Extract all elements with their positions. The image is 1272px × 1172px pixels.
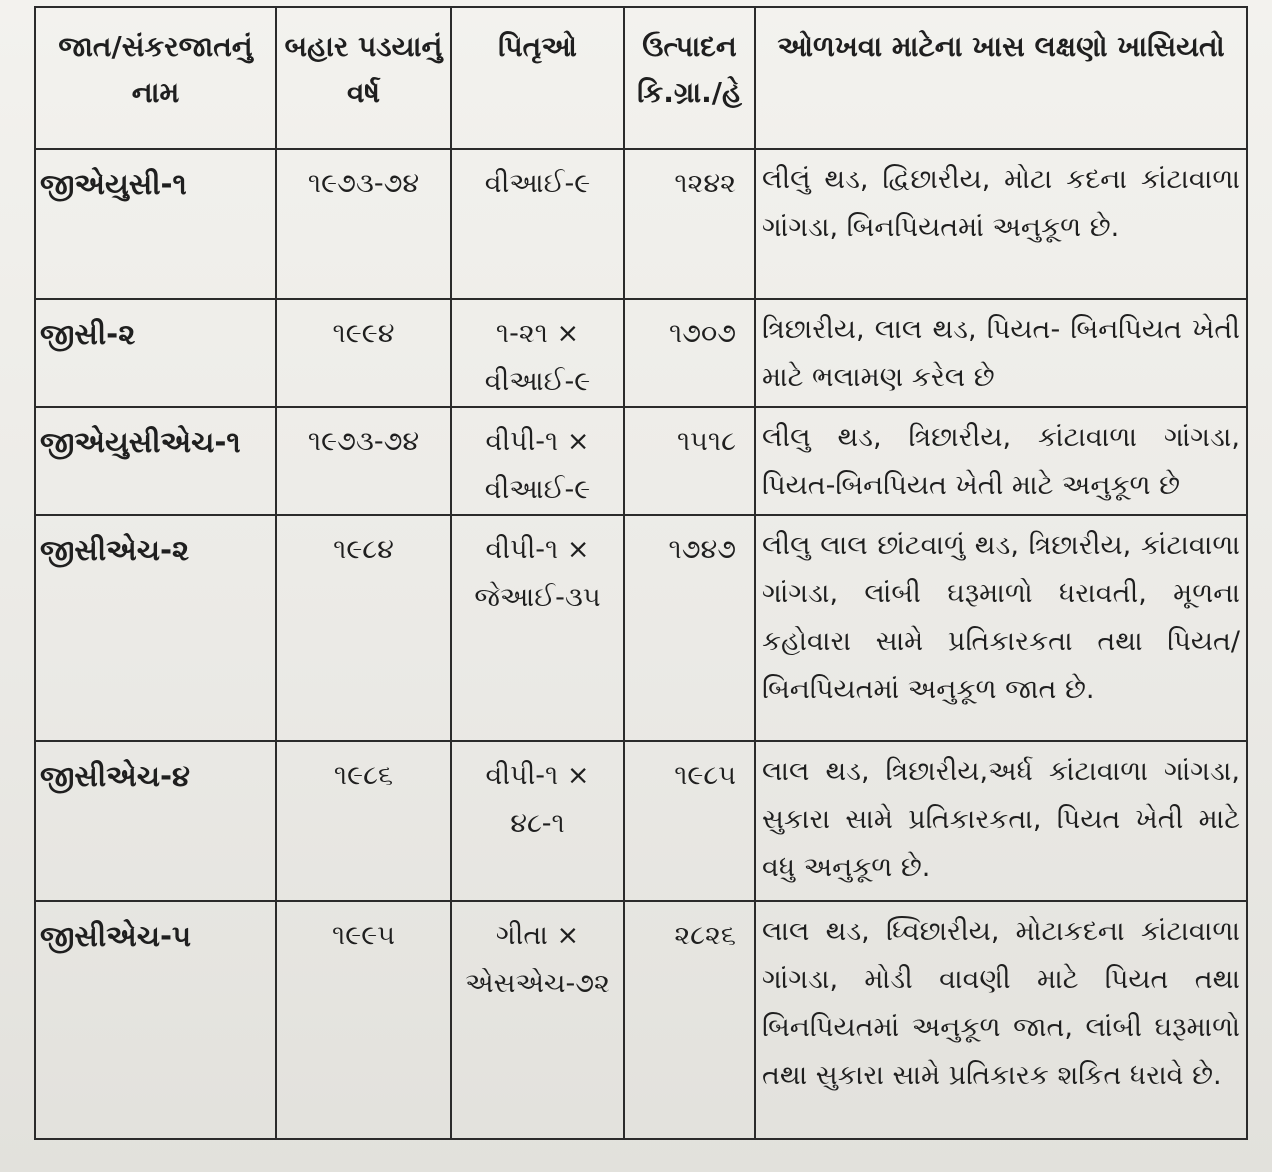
variety-name: જીએયુસી-૧ [35, 149, 276, 299]
parent-line: વીઆઈ-૯ [484, 168, 591, 199]
parent-line: એસએચ-૭૨ [465, 968, 610, 999]
parents-cell [451, 299, 624, 407]
parent-line: વીપી-૧ × [485, 426, 590, 457]
table-row [35, 741, 1247, 901]
release-year: ૧૯૭૩-૭૪ [276, 407, 451, 515]
yield-value: ૧૭૪૭ [624, 515, 755, 741]
traits-text: લીલુ થડ, ત્રિછારીય, કાંટાવાળા ગાંગડા, પિયત-બિનપિયત ખેતી માટે અનુકૂળ છે [755, 407, 1247, 515]
traits-text: લાલ થડ, ધ્વિછારીય, મોટાકદના કાંટાવાળા ગાંગડા, મોડી વાવણી માટે પિયત તથા બિનપિયતમાં અનુકૂળ જાત, લાંબી ઘરૂમાળો તથા સુકારા સામે પ્રતિકારક શકિત ધરાવે છે. [755, 901, 1247, 1139]
variety-name: જીસીએચ-૨ [35, 515, 276, 741]
parents-cell [451, 515, 624, 741]
table-row [35, 407, 1247, 515]
header-traits: ઓળખવા માટેના ખાસ લક્ષણો ખાસિયતો [755, 7, 1247, 149]
castor-varieties-table-wrapper [34, 6, 1246, 1140]
table-row [35, 149, 1247, 299]
header-parents: પિતૃઓ [451, 7, 624, 149]
header-year: બહાર પડયાનું વર્ષ [276, 7, 451, 149]
parent-line: જેઆઈ-૩૫ [474, 582, 601, 613]
release-year: ૧૯૮૬ [276, 741, 451, 901]
table-row [35, 515, 1247, 741]
release-year: ૧૯૯૫ [276, 901, 451, 1139]
table-row [35, 299, 1247, 407]
variety-name: જીસીએચ-૪ [35, 741, 276, 901]
castor-varieties-table [34, 6, 1248, 1140]
parent-line: વીપી-૧ × [485, 760, 590, 791]
parents-cell [451, 407, 624, 515]
parents-cell [451, 149, 624, 299]
variety-name: જીસીએચ-૫ [35, 901, 276, 1139]
traits-text: લાલ થડ, ત્રિછારીય,અર્ધ કાંટાવાળા ગાંગડા, સુકારા સામે પ્રતિકારકતા, પિયત ખેતી માટે વધુ અનુકૂળ છે. [755, 741, 1247, 901]
variety-name: જીએયુસીએચ-૧ [35, 407, 276, 515]
release-year: ૧૯૭૩-૭૪ [276, 149, 451, 299]
parent-line: ૧-૨૧ × [495, 318, 580, 349]
header-row [35, 7, 1247, 149]
variety-name: જીસી-૨ [35, 299, 276, 407]
yield-value: ૧૭૦૭ [624, 299, 755, 407]
yield-value: ૨૮૨૬ [624, 901, 755, 1139]
traits-text: ત્રિછારીય, લાલ થડ, પિયત- બિનપિયત ખેતી માટે ભલામણ કરેલ છે [755, 299, 1247, 407]
parent-line: વીઆઈ-૯ [484, 366, 591, 397]
parent-line: વીઆઈ-૯ [484, 474, 591, 505]
release-year: ૧૯૮૪ [276, 515, 451, 741]
traits-text: લીલુ લાલ છાંટવાળું થડ, ત્રિછારીય, કાંટાવાળા ગાંગડા, લાંબી ઘરૂમાળો ધરાવતી, મૂળના કહોવારા સામે પ્રતિકારકતા તથા પિયત/બિનપિયતમાં અનુકૂળ જાત છે. [755, 515, 1247, 741]
parents-cell [451, 741, 624, 901]
parents-cell [451, 901, 624, 1139]
yield-value: ૧૫૧૮ [624, 407, 755, 515]
parent-line: ૪૮-૧ [510, 808, 565, 839]
release-year: ૧૯૯૪ [276, 299, 451, 407]
yield-value: ૧૨૪૨ [624, 149, 755, 299]
header-yield: ઉત્પાદન કિ.ગ્રા./હે [624, 7, 755, 149]
traits-text: લીલું થડ, દ્વિછારીય, મોટા કદના કાંટાવાળા ગાંગડા, બિનપિયતમાં અનુકૂળ છે. [755, 149, 1247, 299]
parent-line: વીપી-૧ × [485, 534, 590, 565]
header-name: જાત/સંકરજાતનું નામ [35, 7, 276, 149]
parent-line: ગીતા × [495, 920, 580, 951]
table-row [35, 901, 1247, 1139]
yield-value: ૧૯૮૫ [624, 741, 755, 901]
